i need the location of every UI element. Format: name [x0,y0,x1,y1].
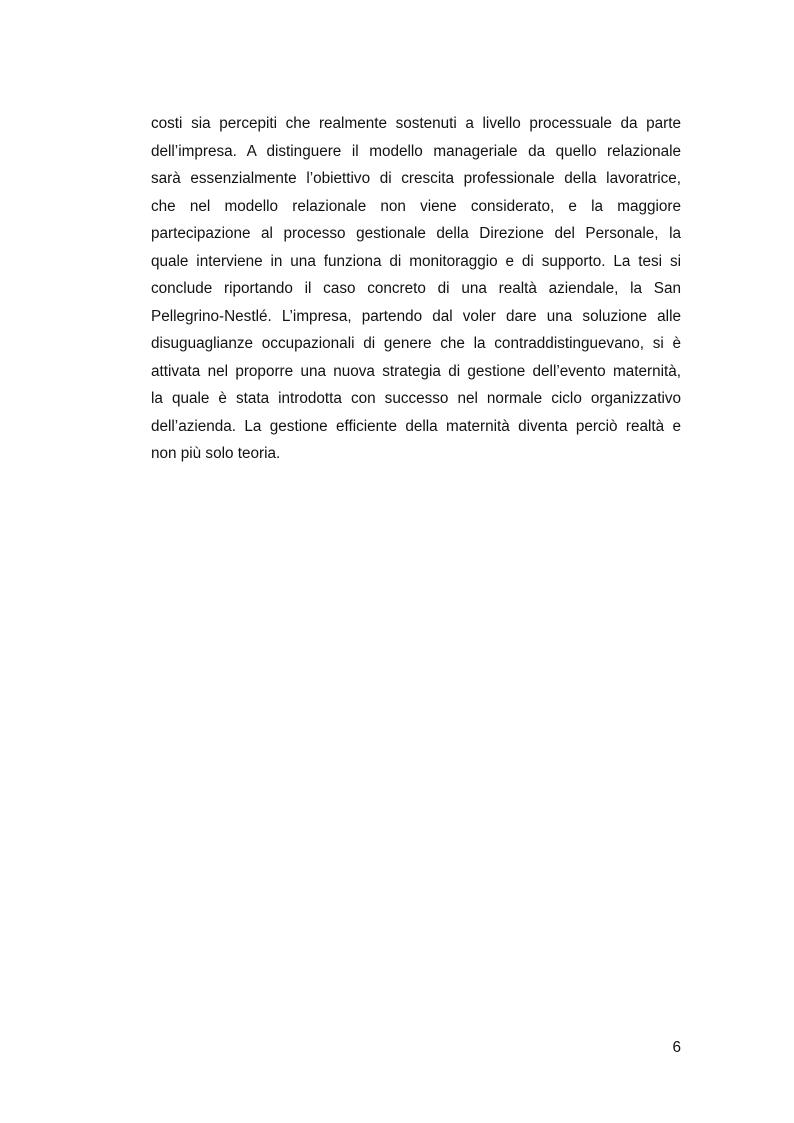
paragraph-line: Pellegrino-Nestlé. L’impresa, partendo dal voler dare una soluzione alle [151,307,681,325]
paragraph-line: dell’azienda. La gestione efficiente della maternità diventa perciò realtà e [151,417,681,435]
paragraph-line: quale interviene in una funziona di monitoraggio e di supporto. La tesi si [151,252,681,270]
paragraph-line: conclude riportando il caso concreto di una realtà aziendale, la San [151,280,681,297]
paragraph-line: non più solo teoria. [151,445,281,462]
paragraph-line: disuguaglianze occupazionali di genere che la contraddistinguevano, si è [151,335,681,352]
paragraph-line: che nel modello relazionale non viene considerato, e la maggiore [151,197,681,215]
body-paragraph [151,110,681,468]
page-number: 6 [672,1039,681,1056]
paragraph-line: attivata nel proporre una nuova strategia di gestione dell’evento maternità, [151,362,681,380]
paragraph-line: sarà essenzialmente l’obiettivo di crescita professionale della lavoratrice, [151,170,681,187]
paragraph-line: costi sia percepiti che realmente sostenuti a livello processuale da parte [151,115,681,132]
paragraph-line: la quale è stata introdotta con successo nel normale ciclo organizzativo [151,390,681,407]
paragraph-line: dell’impresa. A distinguere il modello manageriale da quello relazionale [151,142,681,160]
paragraph-line: partecipazione al processo gestionale della Direzione del Personale, la [151,225,681,242]
